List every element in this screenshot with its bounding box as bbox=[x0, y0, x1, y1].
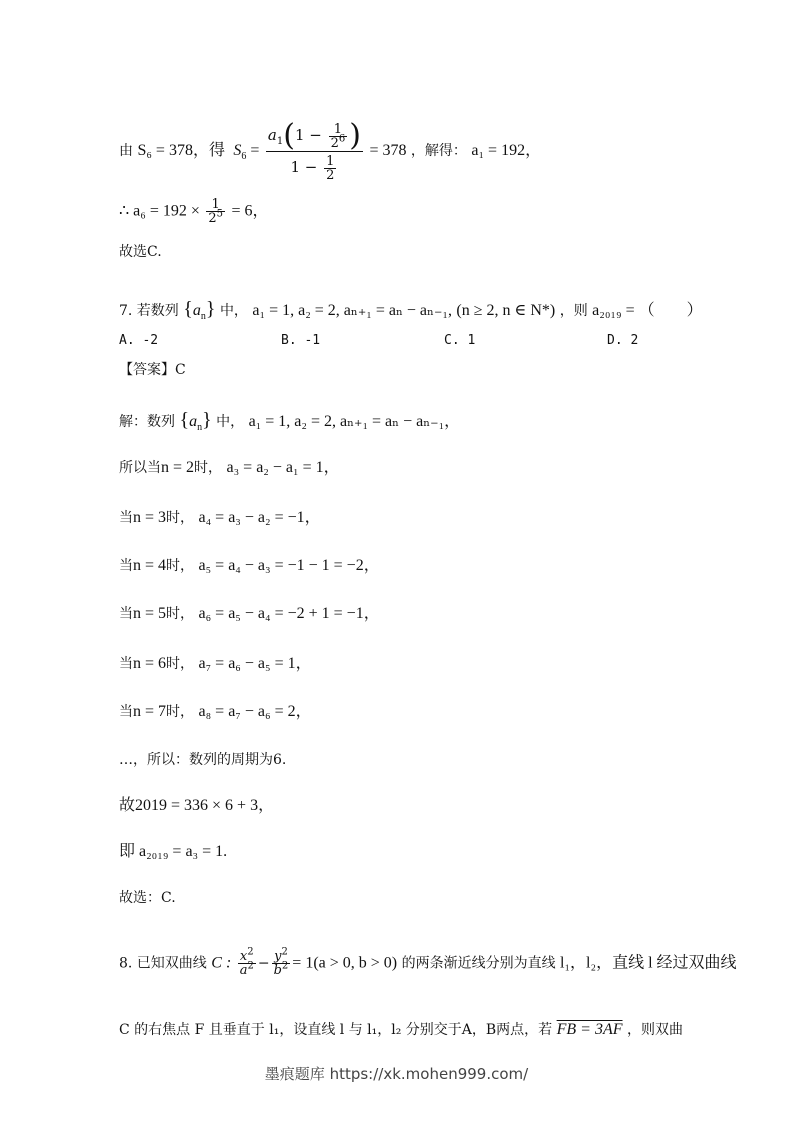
sol-intro-b: 中， bbox=[216, 414, 245, 430]
q7-stem-e: ，则 bbox=[559, 303, 588, 319]
s6-fraction: $a_1(1$ − $\frac{1}{2^6}$ ) 1 − $\frac{1}{2}$ bbox=[267, 118, 361, 183]
step-mid: 时， bbox=[166, 558, 195, 574]
a6-result: = 6， bbox=[231, 202, 269, 220]
step-line bbox=[119, 702, 312, 722]
step-eq: a₃ = a₂ − a₁ = 1， bbox=[226, 459, 340, 476]
q8-x-fraction: $\frac{x^2}{a^2}$ bbox=[239, 946, 254, 978]
period-line: …，所以：数列的周期为6. bbox=[119, 752, 287, 768]
a6-therefore: ∴ a₆ = 192 × bbox=[119, 202, 200, 220]
a6-line bbox=[119, 198, 269, 225]
s6-line: 由 S₆ = 378，得 $S_6$ = $a_1(1$ − $\frac{1}{2^6}$ ) 1 − $\frac{1}{2}$ = 378 ，解得： a₁ = 192， bbox=[119, 118, 542, 183]
step-mid: 时， bbox=[194, 460, 223, 476]
q7-solution-intro: 解：数列 $\{a_n\}$ 中， a₁ = 1, a₂ = 2, aₙ₊₁ = aₙ − aₙ₋₁， bbox=[119, 409, 461, 434]
q8-equation: = 1(a > 0, b > 0) bbox=[292, 954, 398, 972]
option-d: D. 2 bbox=[607, 333, 639, 348]
sol-intro-c: a₁ = 1, a₂ = 2, aₙ₊₁ = aₙ − aₙ₋₁， bbox=[248, 413, 461, 430]
q8-line2-end: ，则双曲 bbox=[626, 1022, 683, 1038]
q7-stem-recurrence: a₁ = 1, a₂ = 2, aₙ₊₁ = aₙ − aₙ₋₁, bbox=[252, 302, 452, 319]
result-line: 即 a₂₀₁₉ = a₃ = 1. bbox=[119, 843, 228, 860]
q8-line2-text: C 的右焦点 F 且垂直于 l₁，设直线 l 与 l₁，l₂ 分别交于A，B两点，若 bbox=[119, 1022, 553, 1038]
q8-lines: l₁，l₂，直线 l 经过双曲线 bbox=[560, 954, 737, 972]
q8-line1: 8. 已知双曲线 C : $\frac{x^2}{a^2}$ − $\frac{y^2}{b^2}$ = 1(a > 0, b > 0) 的两条渐近线分别为直线 l₁，l₂，直线 l 经过双曲线 bbox=[119, 946, 737, 978]
step-n: n = 3 bbox=[133, 509, 167, 526]
q8-asymptotes: 的两条渐近线分别为直线 bbox=[401, 955, 556, 972]
sol-intro-a: 解：数列 bbox=[119, 414, 175, 430]
s6-equation: S₆ = 378，得 bbox=[137, 142, 225, 159]
step-pre: 当 bbox=[119, 656, 133, 672]
q8-intro: 8. 已知双曲线 bbox=[119, 955, 207, 972]
q8-vector-eq: FB = 3AF bbox=[556, 1021, 623, 1038]
step-pre: 当 bbox=[119, 510, 133, 526]
q8-curve-label: C : bbox=[211, 954, 232, 972]
step-line bbox=[119, 654, 312, 674]
choose-line: 故选：C. bbox=[119, 890, 176, 906]
q7-options bbox=[119, 333, 659, 351]
mod-line: 故2019 = 336 × 6 + 3， bbox=[119, 797, 275, 814]
step-line bbox=[119, 508, 321, 528]
a1-value: a₁ = 192， bbox=[471, 142, 542, 159]
step-mid: 时， bbox=[166, 510, 195, 526]
q7-stem: 7. 若数列 $\{a_n\}$ 中， a₁ = 1, a₂ = 2, aₙ₊₁ = aₙ − aₙ₋₁, (n ≥ 2, n ∈ N*) ，则 a₂₀₁₉ = （ ） bbox=[119, 298, 703, 323]
step-line bbox=[119, 556, 380, 576]
step-n: n = 5 bbox=[133, 605, 167, 622]
step-eq: a₈ = a₇ − a₆ = 2， bbox=[198, 703, 312, 720]
q8-y-fraction: $\frac{y^2}{b^2}$ bbox=[273, 946, 289, 978]
q7-answer: 【答案】C bbox=[119, 362, 186, 378]
step-mid: 时， bbox=[166, 704, 195, 720]
step-n: n = 7 bbox=[133, 703, 167, 720]
step-mid: 时， bbox=[166, 606, 195, 622]
s6-prefix: 由 bbox=[119, 143, 133, 159]
choose-c-line: 故选C. bbox=[119, 244, 162, 260]
step-pre: 当 bbox=[119, 704, 133, 720]
q7-stem-a: 7. 若数列 bbox=[119, 303, 179, 319]
step-n: n = 2 bbox=[161, 459, 195, 476]
step-line bbox=[119, 458, 340, 478]
option-b: B. -1 bbox=[281, 333, 321, 348]
option-a: A. -2 bbox=[119, 333, 159, 348]
step-line bbox=[119, 604, 380, 624]
step-eq: a₅ = a₄ − a₃ = −1 − 1 = −2， bbox=[198, 557, 380, 574]
q7-stem-target: a₂₀₁₉ = （ ） bbox=[592, 302, 703, 319]
q7-stem-condition: (n ≥ 2, n ∈ N*) bbox=[456, 302, 556, 319]
step-eq: a₆ = a₅ − a₄ = −2 + 1 = −1， bbox=[198, 605, 380, 622]
step-mid: 时， bbox=[166, 656, 195, 672]
q8-line2 bbox=[119, 1020, 683, 1040]
step-n: n = 6 bbox=[133, 655, 167, 672]
step-pre: 当 bbox=[119, 606, 133, 622]
step-eq: a₇ = a₆ − a₅ = 1， bbox=[198, 655, 312, 672]
q7-stem-b: 中， bbox=[219, 303, 248, 319]
step-eq: a₄ = a₃ − a₂ = −1， bbox=[198, 509, 321, 526]
s6-solve-label: ，解得： bbox=[410, 143, 467, 159]
step-n: n = 4 bbox=[133, 557, 167, 574]
step-pre: 所以当 bbox=[119, 460, 161, 476]
footer-watermark: 墨痕题库 https://xk.mohen999.com/ bbox=[264, 1065, 529, 1083]
option-c: C. 1 bbox=[444, 333, 476, 348]
a6-fraction: $\frac{1}{2^5}$ bbox=[208, 197, 224, 226]
step-pre: 当 bbox=[119, 558, 133, 574]
